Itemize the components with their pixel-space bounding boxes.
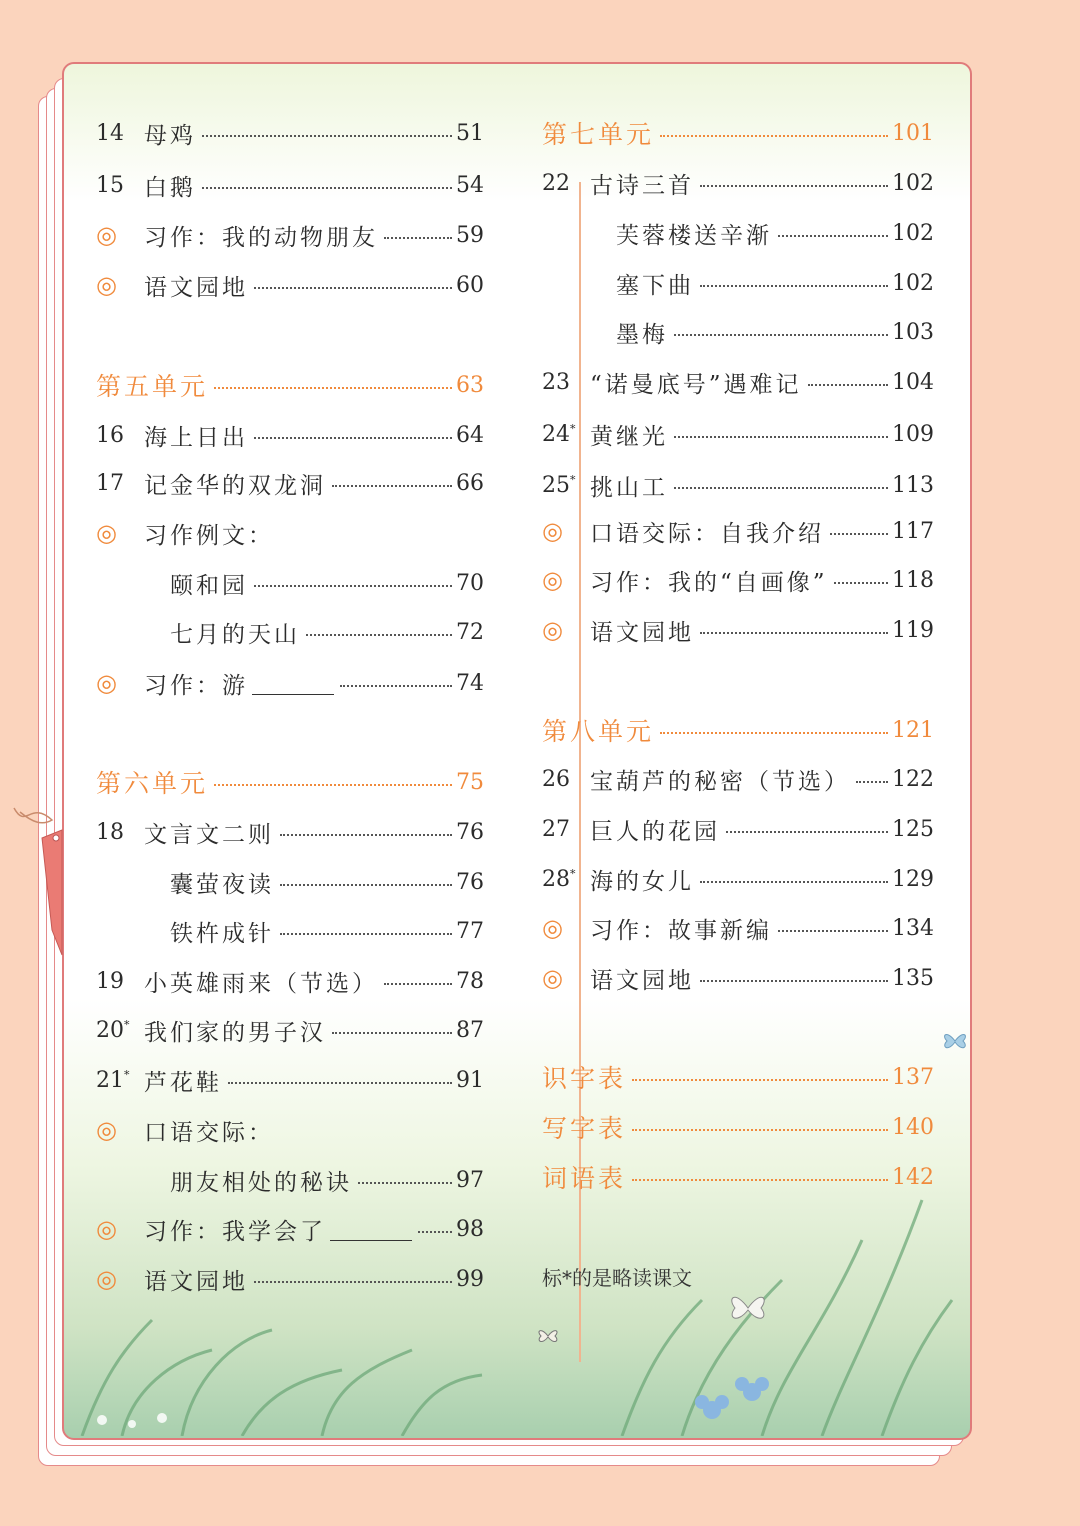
entry-title: 第五单元 <box>96 372 209 401</box>
page-number: 54 <box>456 172 484 198</box>
dot-leader <box>280 820 452 836</box>
toc-entry[interactable] <box>96 764 484 800</box>
toc-entry[interactable] <box>542 314 934 350</box>
page-number: 97 <box>456 1167 484 1193</box>
dot-leader <box>660 121 888 137</box>
page-number: 74 <box>456 670 484 696</box>
toc-entry[interactable] <box>96 1112 484 1148</box>
dot-leader <box>778 916 888 932</box>
page-number: 51 <box>456 120 484 146</box>
bullet-circle-icon: ◎ <box>96 669 117 697</box>
page-number: 102 <box>892 220 934 246</box>
dot-leader <box>632 1115 888 1131</box>
entry-title: 习作：我学会了 <box>144 1218 326 1245</box>
page-number: 134 <box>892 915 934 941</box>
dot-leader <box>700 171 888 187</box>
bullet-circle-icon: ◎ <box>542 914 563 942</box>
dot-leader <box>856 767 888 783</box>
toc-entry[interactable] <box>96 217 484 253</box>
lesson-number: 28* <box>542 866 576 892</box>
dot-leader <box>700 867 888 883</box>
entry-title: 挑山工 <box>590 474 668 501</box>
dot-leader <box>332 471 452 487</box>
entry-title: 口语交际：自我介绍 <box>590 520 824 547</box>
entry-title: 铁杵成针 <box>170 920 274 947</box>
entry-title: 习作例文： <box>144 522 274 549</box>
lesson-number: 23 <box>542 369 570 395</box>
toc-entry[interactable] <box>96 913 484 949</box>
lesson-number: 18 <box>96 819 124 845</box>
grass-illustration <box>62 1180 968 1436</box>
toc-entry[interactable] <box>96 115 484 151</box>
page-number: 99 <box>456 1266 484 1292</box>
dot-leader <box>808 370 888 386</box>
page-number: 142 <box>892 1164 934 1190</box>
entry-title: 习作：游 <box>144 672 248 699</box>
toc-entry[interactable] <box>542 1109 934 1145</box>
page-number: 121 <box>892 717 934 743</box>
entry-title: 七月的天山 <box>170 621 300 648</box>
toc-entry[interactable] <box>96 465 484 501</box>
toc-entry[interactable] <box>96 665 484 701</box>
butterfly-icon <box>725 1288 771 1328</box>
page-number: 75 <box>456 769 484 795</box>
lesson-number: 22 <box>542 170 570 196</box>
toc-entry[interactable] <box>542 467 934 503</box>
dot-leader <box>254 571 452 587</box>
page-number: 119 <box>892 617 934 643</box>
dot-leader <box>632 1165 888 1181</box>
toc-entry[interactable] <box>96 367 484 403</box>
entry-title: 第八单元 <box>542 717 655 746</box>
page-number: 77 <box>456 918 484 944</box>
entry-title: 口语交际： <box>144 1119 274 1146</box>
entry-title: 颐和园 <box>170 572 248 599</box>
entry-title: 母鸡 <box>144 122 196 149</box>
dot-leader <box>834 568 888 584</box>
toc-entry[interactable] <box>96 963 484 999</box>
dot-leader <box>674 320 888 336</box>
toc-entry[interactable] <box>542 861 934 897</box>
dot-leader <box>332 1018 452 1034</box>
entry-title: 习作：故事新编 <box>590 917 772 944</box>
bullet-circle-icon: ◎ <box>96 1116 117 1144</box>
dot-leader <box>280 919 452 935</box>
entry-title: “诺曼底号”遇难记 <box>590 371 802 398</box>
entry-title: 写字表 <box>542 1114 627 1143</box>
blue-butterfly-icon <box>940 1028 970 1054</box>
page-number: 137 <box>892 1064 934 1090</box>
dot-leader <box>384 969 452 985</box>
lesson-number: 25* <box>542 472 576 498</box>
toc-entry[interactable] <box>542 562 934 598</box>
dot-leader <box>700 271 888 287</box>
dot-leader <box>700 966 888 982</box>
page-number: 101 <box>892 120 934 146</box>
entry-title: 古诗三首 <box>590 172 694 199</box>
entry-title: 巨人的花园 <box>590 818 720 845</box>
dot-leader <box>632 1065 888 1081</box>
page-number: 109 <box>892 421 934 447</box>
entry-title: 语文园地 <box>590 967 694 994</box>
entry-title: 词语表 <box>542 1164 627 1193</box>
dot-leader <box>202 121 452 137</box>
entry-title: 墨梅 <box>616 321 668 348</box>
entry-title: 第六单元 <box>96 769 209 798</box>
lesson-number: 16 <box>96 422 124 448</box>
dot-leader <box>778 221 888 237</box>
small-butterfly-icon <box>535 1325 561 1347</box>
toc-entry[interactable] <box>96 1062 484 1098</box>
entry-title: 宝葫芦的秘密（节选） <box>590 768 850 795</box>
page-number: 87 <box>456 1017 484 1043</box>
dot-leader <box>214 770 452 786</box>
dot-leader <box>254 423 452 439</box>
page-number: 66 <box>456 470 484 496</box>
dot-leader <box>700 618 888 634</box>
page-number: 122 <box>892 766 934 792</box>
toc-entry[interactable] <box>542 513 934 549</box>
page-number: 102 <box>892 170 934 196</box>
toc-entry[interactable] <box>96 1012 484 1048</box>
entry-title: 我们家的男子汉 <box>144 1019 326 1046</box>
lesson-number: 27 <box>542 816 570 842</box>
entry-title: 语文园地 <box>144 1268 248 1295</box>
bullet-circle-icon: ◎ <box>542 616 563 644</box>
toc-entry[interactable] <box>542 364 934 400</box>
bullet-circle-icon: ◎ <box>542 566 563 594</box>
page-number: 125 <box>892 816 934 842</box>
page-number: 103 <box>892 319 934 345</box>
entry-title: 囊萤夜读 <box>170 871 274 898</box>
toc-entry[interactable] <box>542 910 934 946</box>
entry-title: 记金华的双龙洞 <box>144 472 326 499</box>
entry-title: 芦花鞋 <box>144 1069 222 1096</box>
toc-entry[interactable] <box>542 165 934 201</box>
entry-title: 白鹅 <box>144 174 196 201</box>
bullet-circle-icon: ◎ <box>96 221 117 249</box>
page-number: 117 <box>892 518 934 544</box>
page-number: 63 <box>456 372 484 398</box>
entry-title: 海的女儿 <box>590 868 694 895</box>
toc-entry[interactable] <box>542 811 934 847</box>
toc-entry[interactable] <box>542 215 934 251</box>
page-number: 98 <box>456 1216 484 1242</box>
entry-title: 文言文二则 <box>144 821 274 848</box>
toc-entry[interactable] <box>96 515 484 551</box>
dot-leader <box>830 519 888 535</box>
toc-entry[interactable] <box>542 416 934 452</box>
fill-in-blank-line <box>252 672 334 695</box>
page-number: 140 <box>892 1114 934 1140</box>
lesson-number: 24* <box>542 421 576 447</box>
dot-leader <box>202 173 452 189</box>
toc-entry[interactable] <box>96 417 484 453</box>
entry-title: 黄继光 <box>590 423 668 450</box>
dot-leader <box>228 1068 452 1084</box>
page-number: 102 <box>892 270 934 296</box>
dot-leader <box>384 223 452 239</box>
bullet-circle-icon: ◎ <box>96 1215 117 1243</box>
page-number: 64 <box>456 422 484 448</box>
dot-leader <box>674 422 888 438</box>
entry-title: 小英雄雨来（节选） <box>144 970 378 997</box>
entry-title: 海上日出 <box>144 424 248 451</box>
page-number: 70 <box>456 570 484 596</box>
dot-leader <box>254 273 452 289</box>
page-number: 76 <box>456 819 484 845</box>
page-number: 78 <box>456 968 484 994</box>
entry-title: 第七单元 <box>542 120 655 149</box>
page-number: 76 <box>456 869 484 895</box>
bullet-circle-icon: ◎ <box>542 964 563 992</box>
page-number: 104 <box>892 369 934 395</box>
lesson-number: 19 <box>96 968 124 994</box>
toc-entry[interactable] <box>542 612 934 648</box>
toc-entry[interactable] <box>96 167 484 203</box>
bullet-circle-icon: ◎ <box>96 1265 117 1293</box>
dot-leader <box>660 718 888 734</box>
page-number: 91 <box>456 1067 484 1093</box>
entry-title: 习作：我的“自画像” <box>590 569 828 596</box>
toc-entry[interactable] <box>542 960 934 996</box>
dot-leader <box>306 620 452 636</box>
toc-entry[interactable] <box>96 864 484 900</box>
entry-title: 朋友相处的秘诀 <box>170 1169 352 1196</box>
lesson-number: 17 <box>96 470 124 496</box>
entry-title: 芙蓉楼送辛渐 <box>616 222 772 249</box>
bullet-circle-icon: ◎ <box>96 519 117 547</box>
entry-title: 习作：我的动物朋友 <box>144 224 378 251</box>
toc-entry[interactable] <box>96 614 484 650</box>
page-number: 135 <box>892 965 934 991</box>
toc-entry[interactable] <box>542 265 934 301</box>
toc-entry[interactable] <box>96 267 484 303</box>
entry-title: 语文园地 <box>590 619 694 646</box>
toc-entry[interactable] <box>542 115 934 151</box>
page-number: 59 <box>456 222 484 248</box>
dot-leader <box>340 671 452 687</box>
toc-entry[interactable] <box>542 761 934 797</box>
lesson-number: 20* <box>96 1017 130 1043</box>
entry-title: 塞下曲 <box>616 272 694 299</box>
bookmark-tag-icon <box>12 790 82 960</box>
dot-leader <box>214 373 452 389</box>
page-number: 118 <box>892 567 934 593</box>
toc-entry[interactable] <box>96 814 484 850</box>
dot-leader <box>726 817 888 833</box>
lesson-number: 14 <box>96 120 124 146</box>
dot-leader <box>280 870 452 886</box>
lesson-number: 15 <box>96 172 124 198</box>
toc-entry[interactable] <box>542 1059 934 1095</box>
page-number: 72 <box>456 619 484 645</box>
toc-entry[interactable] <box>96 565 484 601</box>
lesson-number: 21* <box>96 1067 130 1093</box>
bullet-circle-icon: ◎ <box>542 517 563 545</box>
entry-title: 识字表 <box>542 1064 627 1093</box>
toc-entry[interactable] <box>542 712 934 748</box>
entry-title: 语文园地 <box>144 274 248 301</box>
footnote: 标*的是略读课文 <box>542 1266 692 1290</box>
page-number: 113 <box>892 472 934 498</box>
page-number: 129 <box>892 866 934 892</box>
page-number: 60 <box>456 272 484 298</box>
bullet-circle-icon: ◎ <box>96 271 117 299</box>
lesson-number: 26 <box>542 766 570 792</box>
dot-leader <box>674 473 888 489</box>
